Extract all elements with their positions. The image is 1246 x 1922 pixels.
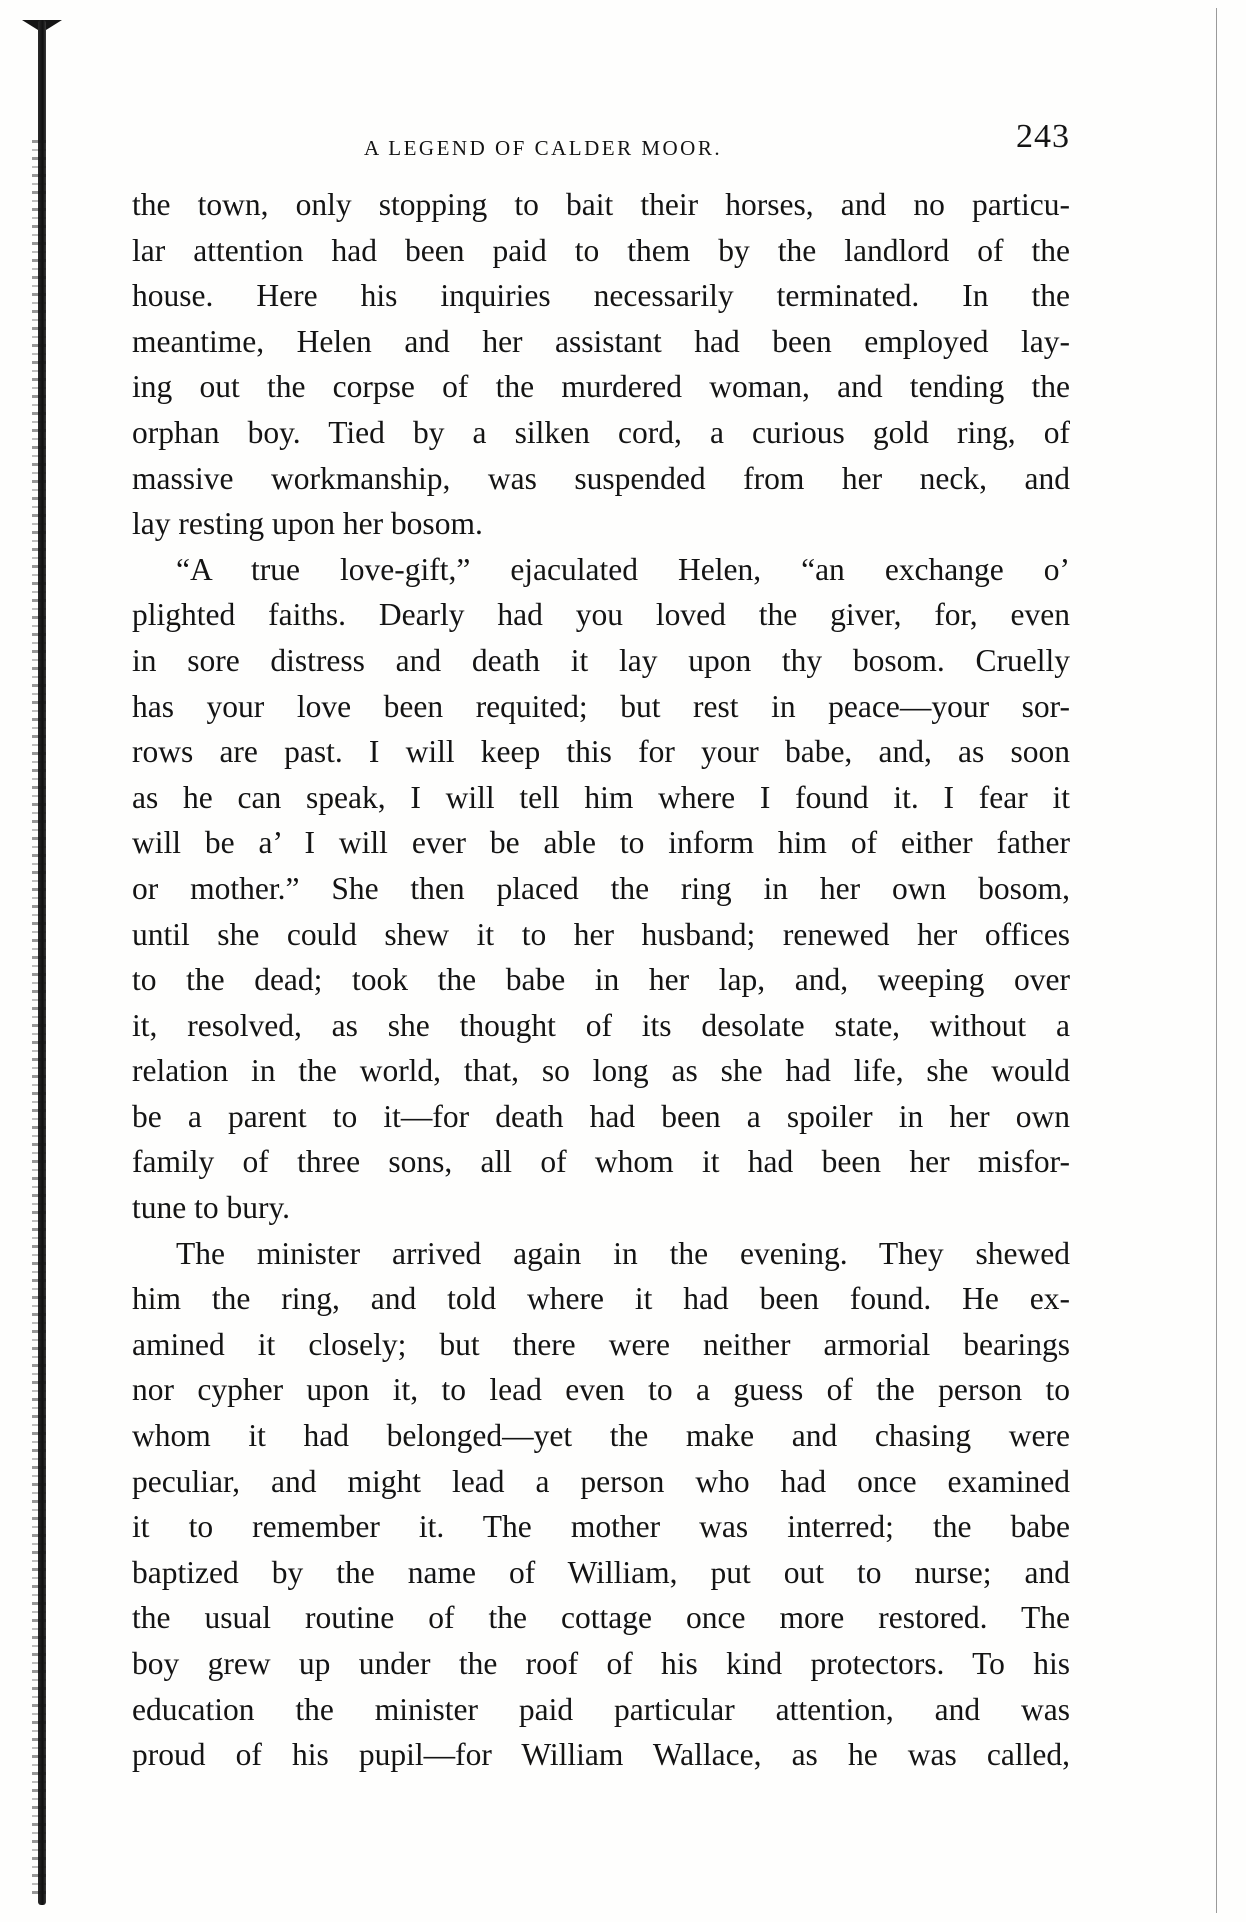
text-line: orphan boy. Tied by a silken cord, a curious gold ring, of	[132, 414, 1070, 450]
text-line: peculiar, and might lead a person who had once examined	[132, 1463, 1070, 1499]
text-line: boy grew up under the roof of his kind protectors. To his	[132, 1646, 1070, 1681]
text-line: plighted faiths. Dearly had you loved the giver, for, even	[132, 597, 1070, 633]
text-line: nor cypher upon it, to lead even to a guess of the person to	[132, 1372, 1070, 1408]
page-number: 243	[1016, 118, 1070, 155]
text-line: whom it had belonged—yet the make and chasing were	[132, 1418, 1070, 1454]
text-line: him the ring, and told where it had been found. He ex-	[132, 1281, 1070, 1317]
running-title: A LEGEND OF CALDER MOOR.	[364, 136, 723, 160]
text-line: in sore distress and death it lay upon thy bosom. Cruelly	[132, 642, 1070, 678]
text-line: meantime, Helen and her assistant had been employed lay-	[132, 323, 1070, 359]
text-line: massive workmanship, was suspended from her neck, and	[132, 460, 1070, 496]
text-line: as he can speak, I will tell him where I found it. I fear it	[132, 779, 1070, 815]
text-line: lar attention had been paid to them by the landlord of the	[132, 232, 1070, 268]
text-line: baptized by the name of William, put out to nurse; and	[132, 1554, 1070, 1590]
text-line: will be a’ I will ever be able to inform him of either father	[132, 825, 1070, 861]
text-line: has your love been requited; but rest in peace—your sor-	[132, 688, 1070, 724]
text-line: to the dead; took the babe in her lap, and, weeping over	[132, 962, 1070, 998]
text-line: rows are past. I will keep this for your babe, and, as soon	[132, 734, 1070, 770]
page-right-edge-line	[1216, 8, 1217, 1913]
text-line: amined it closely; but there were neither armorial bearings	[132, 1326, 1070, 1362]
body-text	[132, 182, 1070, 1778]
text-line: education the minister paid particular attention, and was	[132, 1691, 1070, 1727]
text-line: tune to bury.	[132, 1190, 291, 1226]
text-line: lay resting upon her bosom.	[132, 506, 483, 542]
text-line: until she could shew it to her husband; renewed her offices	[132, 916, 1070, 952]
text-line: the usual routine of the cottage once more restored. The	[132, 1600, 1070, 1636]
text-line: relation in the world, that, so long as she had life, she would	[132, 1053, 1070, 1089]
text-line: family of three sons, all of whom it had been her misfor-	[132, 1144, 1070, 1180]
text-line: it to remember it. The mother was interred; the babe	[132, 1509, 1070, 1545]
text-line: The minister arrived again in the evening. They shewed	[176, 1235, 1070, 1271]
book-binding-edge	[22, 20, 42, 1905]
text-line: ing out the corpse of the murdered woman, and tending the	[132, 369, 1070, 405]
binding-rough-edge	[32, 140, 46, 1900]
text-line: house. Here his inquiries necessarily terminated. In the	[132, 278, 1070, 314]
running-header	[130, 118, 1070, 166]
text-line: “A true love-gift,” ejaculated Helen, “an exchange o’	[176, 551, 1070, 587]
text-line: the town, only stopping to bait their horses, and no particu-	[132, 187, 1070, 222]
text-line: be a parent to it—for death had been a spoiler in her own	[132, 1098, 1070, 1134]
text-line: proud of his pupil—for William Wallace, as he was called,	[132, 1737, 1070, 1773]
text-line: or mother.” She then placed the ring in her own bosom,	[132, 870, 1070, 906]
text-line: it, resolved, as she thought of its desolate state, without a	[132, 1007, 1070, 1043]
